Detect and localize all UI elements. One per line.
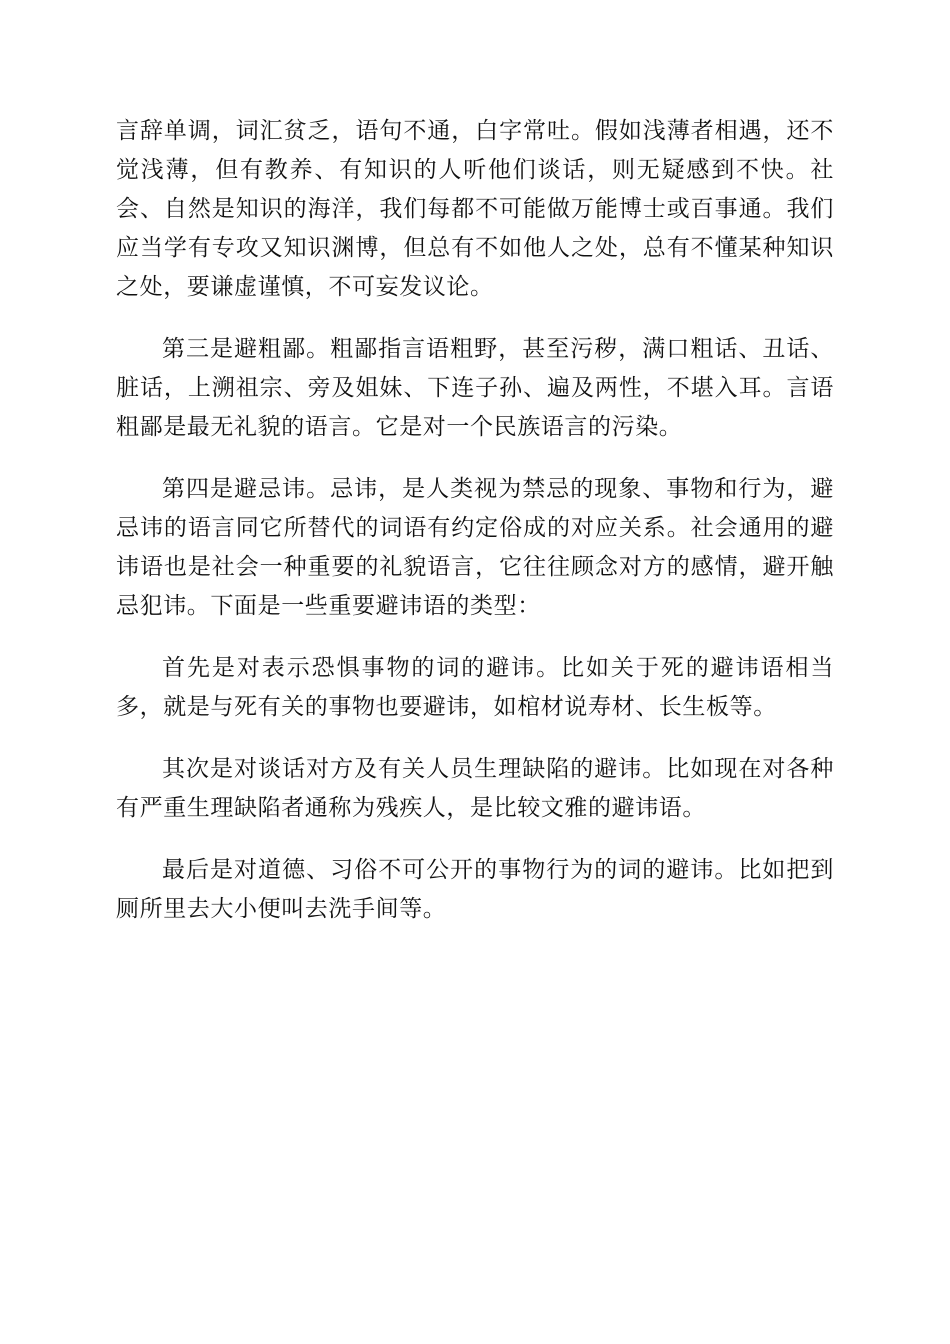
document-body [116,112,834,952]
paragraph-continuation: 言辞单调，词汇贫乏，语句不通，白字常吐。假如浅薄者相遇，还不觉浅薄，但有教养、有知识的人听他们谈话，则无疑感到不快。社会、自然是知识的海洋，我们每都不可能做万能博士或百事通。我们应当学有专攻又知识渊博，但总有不如他人之处，总有不懂某种知识之处，要谦虚谨慎，不可妄发议论。 [116,118,834,300]
paragraph-morality-euphemism: 最后是对道德、习俗不可公开的事物行为的词的避讳。比如把到厕所里去大小便叫去洗手间等。 [116,857,834,922]
paragraph-physical-defect-euphemism: 其次是对谈话对方及有关人员生理缺陷的避讳。比如现在对各种有严重生理缺陷者通称为残疾人，是比较文雅的避讳语。 [116,756,834,821]
paragraph-avoid-taboo: 第四是避忌讳。忌讳，是人类视为禁忌的现象、事物和行为，避忌讳的语言同它所替代的词语有约定俗成的对应关系。社会通用的避讳语也是社会一种重要的礼貌语言，它往往顾念对方的感情，避开触忌犯讳。下面是一些重要避讳语的类型： [116,476,834,619]
paragraph-avoid-vulgarity: 第三是避粗鄙。粗鄙指言语粗野，甚至污秽，满口粗话、丑话、脏话，上溯祖宗、旁及姐妹、下连子孙、遍及两性，不堪入耳。言语粗鄙是最无礼貌的语言。它是对一个民族语言的污染。 [116,336,834,440]
paragraph-fear-euphemism: 首先是对表示恐惧事物的词的避讳。比如关于死的避讳语相当多，就是与死有关的事物也要避讳，如棺材说寿材、长生板等。 [116,655,834,720]
